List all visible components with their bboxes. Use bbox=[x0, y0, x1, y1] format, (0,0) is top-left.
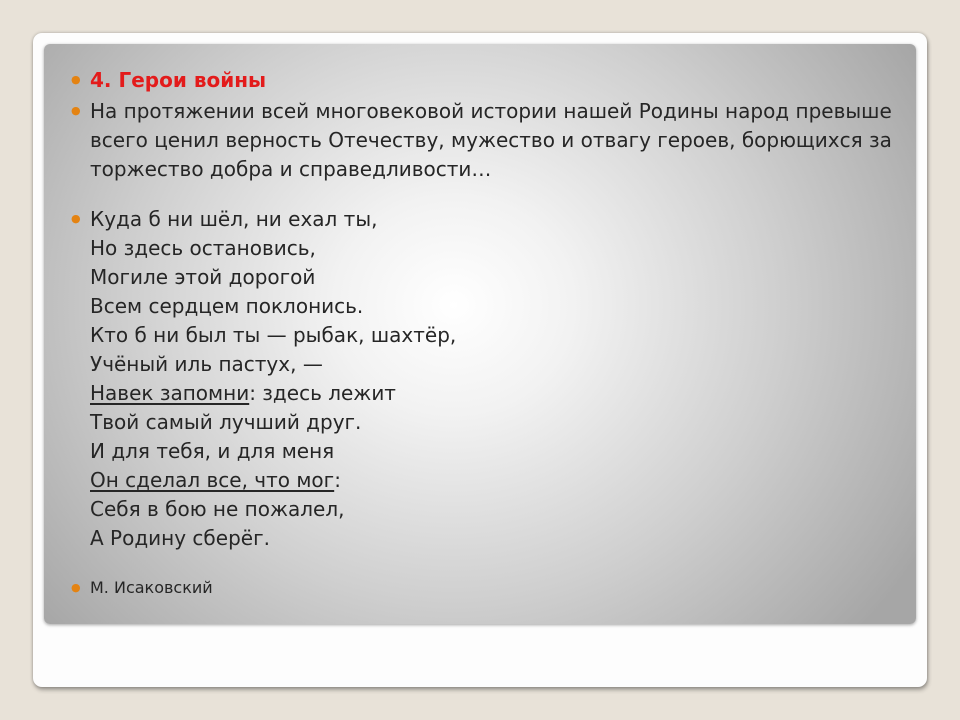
intro-paragraph bbox=[71, 97, 896, 184]
poem-line: И для тебя, и для меня bbox=[90, 439, 335, 463]
underlined-phrase: Он сделал все, что мог bbox=[90, 468, 335, 492]
poem-line: Куда б ни шёл, ни ехал ты, bbox=[90, 207, 378, 231]
bullet-icon: ● bbox=[71, 104, 81, 117]
underlined-phrase: Навек запомни bbox=[90, 381, 250, 405]
poem-line: Твой самый лучший друг. bbox=[90, 410, 362, 434]
poem-line-rest: : здесь лежит bbox=[249, 381, 396, 405]
bullet-icon: ● bbox=[71, 581, 81, 594]
poem-line-rest: : bbox=[334, 468, 341, 492]
bullet-icon: ● bbox=[71, 212, 81, 225]
poem-line: Могиле этой дорогой bbox=[90, 265, 316, 289]
poem-author bbox=[71, 576, 896, 600]
poem-line: Кто б ни был ты — рыбак, шахтёр, bbox=[90, 323, 457, 347]
poem-line: А Родину сберёг. bbox=[90, 526, 270, 550]
poem-line bbox=[90, 466, 896, 495]
poem bbox=[71, 205, 896, 553]
heading-text: 4. Герои войны bbox=[90, 68, 267, 92]
poem-line: Всем сердцем поклонись. bbox=[90, 294, 364, 318]
poem-line: Себя в бою не пожалел, bbox=[90, 497, 345, 521]
author-text: М. Исаковский bbox=[90, 578, 213, 597]
poem-line bbox=[90, 379, 896, 408]
poem-line: Но здесь остановись, bbox=[90, 236, 316, 260]
intro-text: На протяжении всей многовековой истории нашей Родины народ превыше всего ценил верность Отечеству, мужество и отвагу героев, борющихся за торжество добра и справедливости… bbox=[90, 99, 892, 181]
bullet-icon: ● bbox=[71, 73, 81, 86]
slide-heading bbox=[71, 67, 896, 94]
poem-line: Учёный иль пастух, — bbox=[90, 352, 323, 376]
slide-content bbox=[44, 44, 916, 624]
